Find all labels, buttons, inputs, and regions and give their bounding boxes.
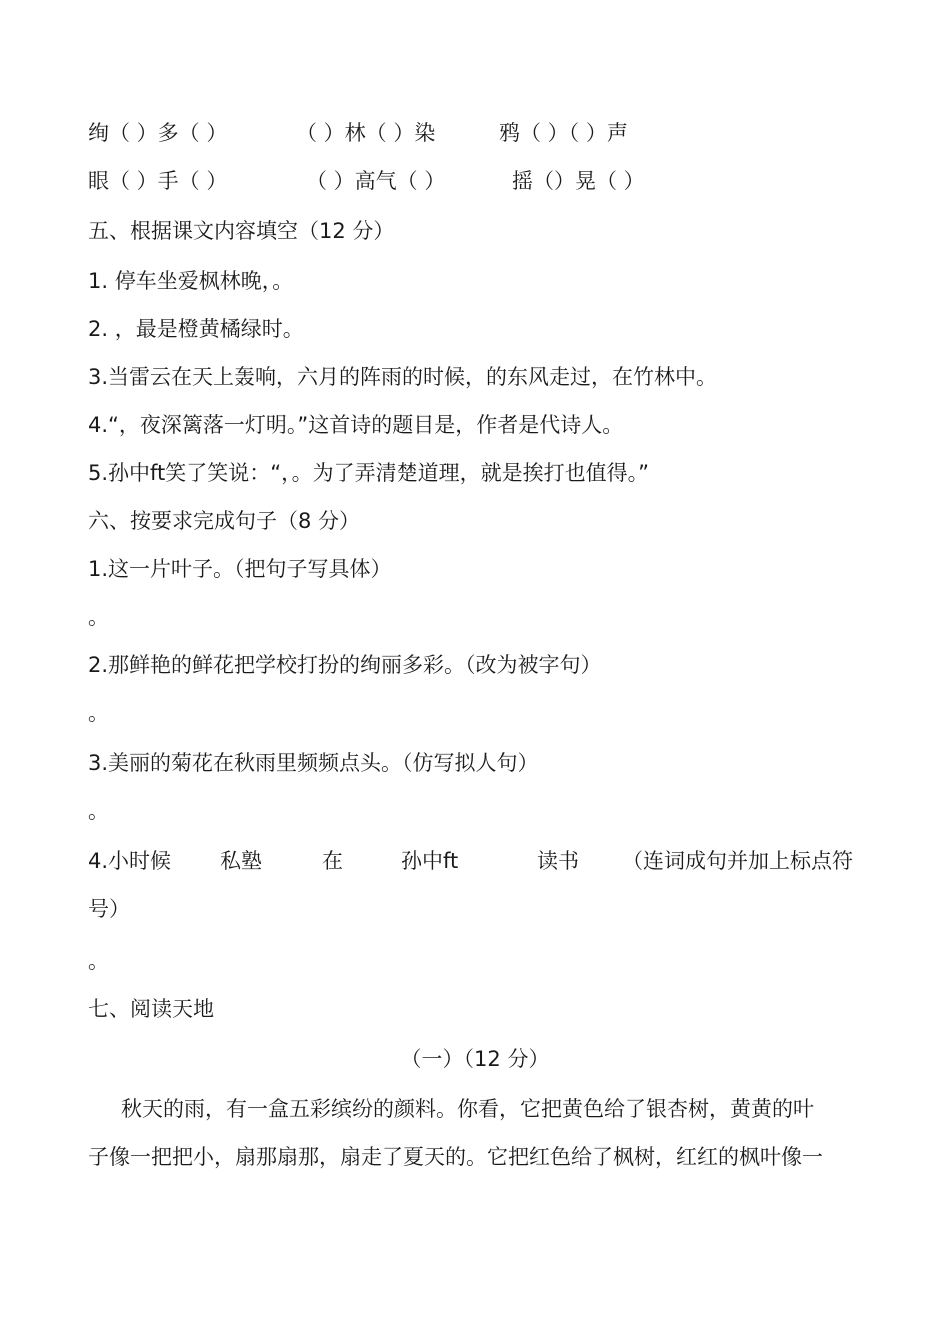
section-5-item-3: 3.当雷云在天上轰响，六月的阵雨的时候，的东风走过，在竹林中。 <box>88 365 718 389</box>
section-5-item-4: 4.“，夜深篱落一灯明。”这首诗的题目是，作者是代诗人。 <box>88 413 624 437</box>
word-5: 读书 <box>537 849 579 873</box>
section-5-item-2: 2. ，最是橙黄橘绿时。 <box>88 317 304 341</box>
word-2: 私塾 <box>220 849 262 873</box>
reading-subtitle: （一）（12 分） <box>400 1047 550 1071</box>
section-5-item-1: 1. 停车坐爱枫林晚，。 <box>88 269 294 293</box>
section-6-item-3: 3.美丽的菊花在秋雨里频频点头。（仿写拟人句） <box>88 751 539 775</box>
word-4: 孙中ft <box>401 849 459 873</box>
section-6-title: 六、按要求完成句子（8 分） <box>88 509 361 533</box>
section-6-answer-1: 。 <box>88 605 109 629</box>
idiom-4: 眼（ ）手（ ） <box>88 169 228 193</box>
section-6-item-1: 1.这一片叶子。（把句子写具体） <box>88 557 392 581</box>
section-7-title: 七、阅读天地 <box>88 997 214 1021</box>
idiom-2: （ ）林（ ）染 <box>296 121 436 145</box>
section-6-answer-2: 。 <box>88 701 109 725</box>
instruction-4: （连词成句并加上标点符 <box>622 849 853 873</box>
idiom-5: （ ）高气（ ） <box>306 169 446 193</box>
word-1: 4.小时候 <box>88 849 172 873</box>
section-5-title: 五、根据课文内容填空（12 分） <box>88 219 395 243</box>
section-6-answer-3: 。 <box>88 799 109 823</box>
section-5-item-5: 5.孙中ft笑了笑说：“，。为了弄清楚道理，就是挨打也值得。” <box>88 461 650 485</box>
word-3: 在 <box>322 849 343 873</box>
reading-paragraph-line-1: 秋天的雨，有一盒五彩缤纷的颜料。你看，它把黄色给了银杏树，黄黄的叶 <box>121 1097 814 1121</box>
idiom-6: 摇（）晃（ ） <box>512 169 645 193</box>
section-6-item-4-wrap: 号） <box>88 897 130 921</box>
idiom-1: 绚（ ）多（ ） <box>88 121 228 145</box>
section-6-answer-4: 。 <box>88 949 109 973</box>
section-6-item-2: 2.那鲜艳的鲜花把学校打扮的绚丽多彩。（改为被字句） <box>88 653 602 677</box>
reading-paragraph-line-2: 子像一把把小，扇那扇那，扇走了夏天的。它把红色给了枫树，红红的枫叶像一 <box>88 1145 823 1169</box>
idiom-3: 鸦（ ）（ ）声 <box>499 121 628 145</box>
